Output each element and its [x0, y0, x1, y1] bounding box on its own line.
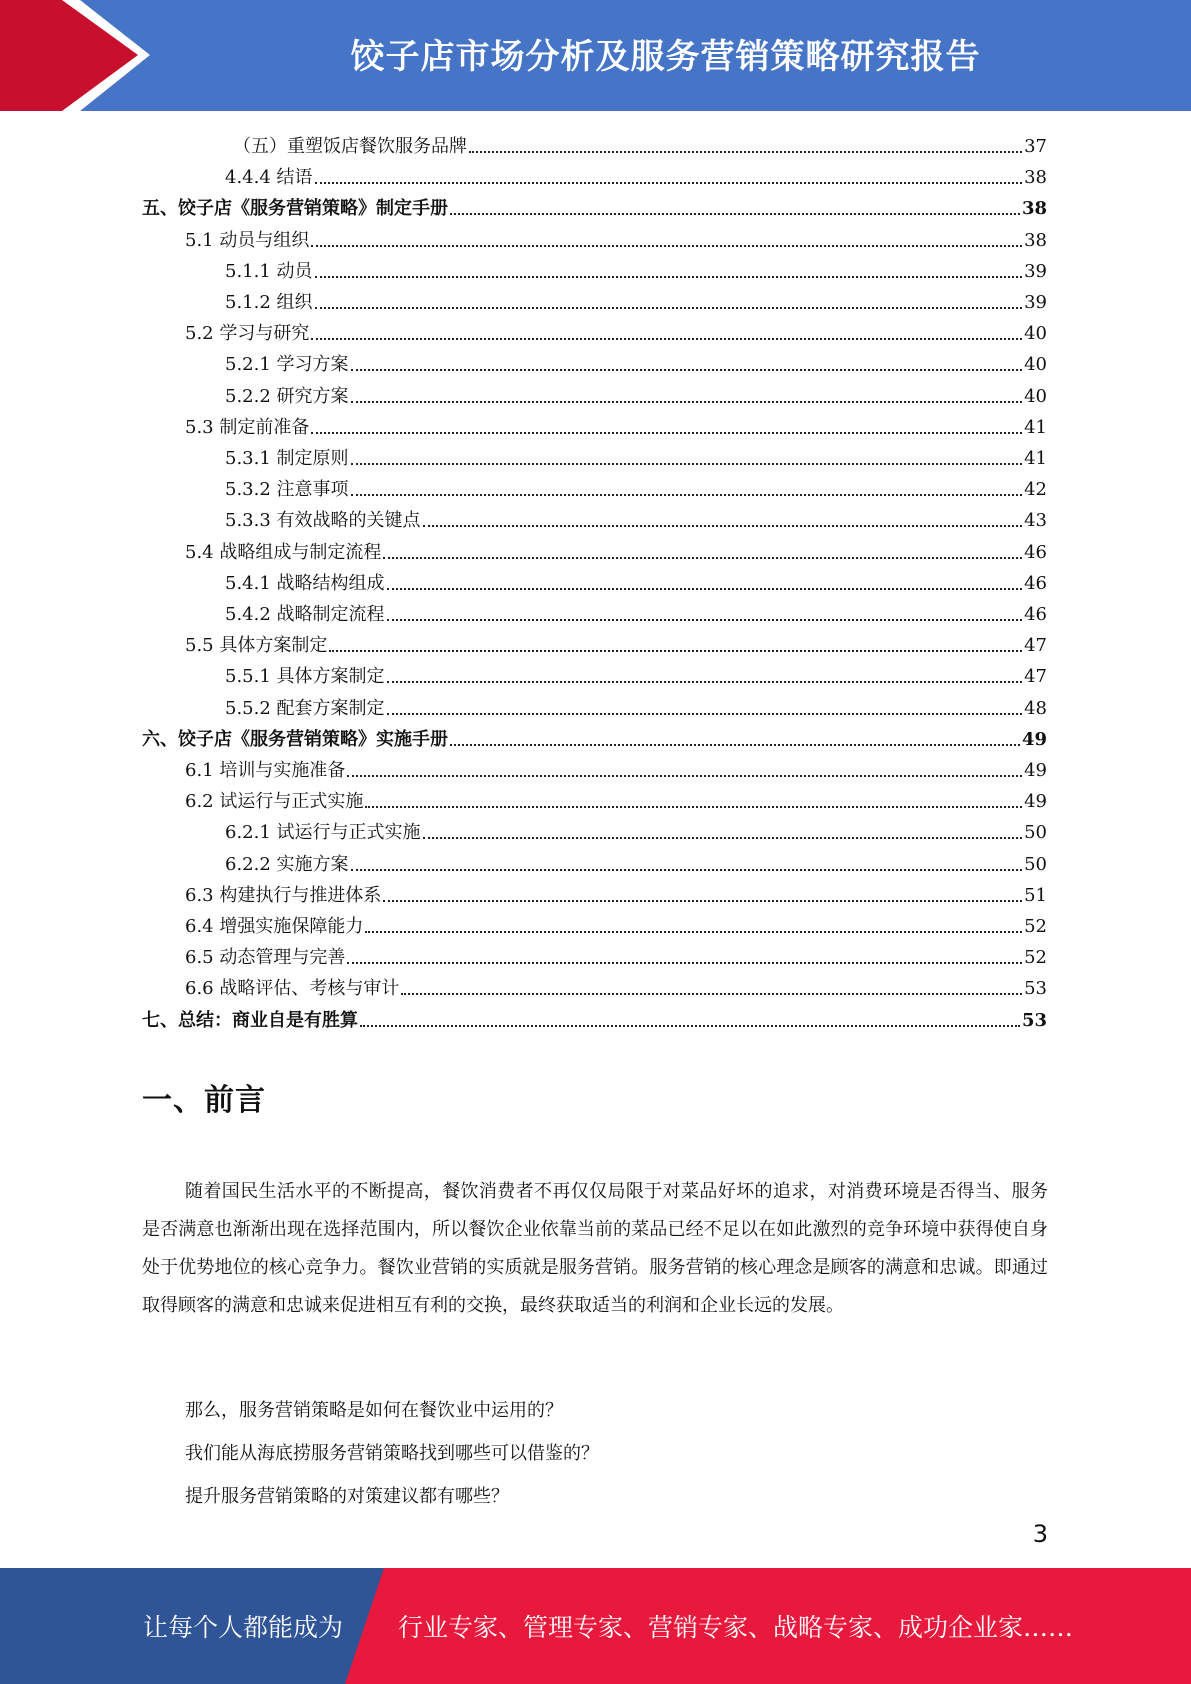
toc-entry-label: 6.4 增强实施保障能力 — [185, 916, 364, 937]
toc-entry-label: 5.2.2 研究方案 — [225, 385, 349, 407]
toc-entry-label: 5.2 学习与研究 — [185, 323, 310, 345]
toc-leader-dots — [351, 401, 1023, 403]
toc-entry-label: 6.2 试运行与正式实施 — [185, 791, 364, 813]
toc-entry[interactable] — [225, 813, 1047, 844]
toc-leader-dots — [351, 369, 1023, 371]
intro-paragraph: 随着国民生活水平的不断提高，餐饮消费者不再仅仅局限于对菜品好坏的追求，对消费环境是否得当、服务是否满意也渐渐出现在选择范围内，所以餐饮企业依靠当前的菜品已经不足以在如此激烈的竞争环境中获得使自身处于优势地位的核心竞争力。餐饮业营销的实质就是服务营销。服务营销的核心理念是顾客的满意和忠诚。即通过取得顾客的满意和忠诚来促进相互有利的交换，最终获取适当的利润和企业长远的发展。 — [142, 1181, 1048, 1316]
document-title: 饺子店市场分析及服务营销策略研究报告 — [350, 36, 981, 77]
toc-entry-page: 37 — [1024, 136, 1047, 157]
toc-entry-label: 5.3 制定前准备 — [185, 416, 310, 438]
toc-entry[interactable] — [225, 158, 1047, 189]
toc-leader-dots — [387, 588, 1023, 590]
toc-entry-label: 6.1 培训与实施准备 — [185, 760, 346, 781]
toc-entry[interactable] — [185, 533, 1047, 564]
toc-entry[interactable] — [185, 408, 1047, 439]
toc-entry-label: 5.5.2 配套方案制定 — [225, 697, 385, 719]
toc-entry-page: 49 — [1021, 728, 1047, 750]
toc-leader-dots — [315, 276, 1023, 278]
toc-entry-page: 50 — [1024, 853, 1047, 875]
toc-entry-page: 39 — [1024, 292, 1047, 313]
toc-entry-label: 6.6 战略评估、考核与审计 — [185, 978, 400, 1000]
toc-entry-page: 40 — [1024, 354, 1047, 376]
toc-entry[interactable] — [185, 782, 1047, 813]
toc-entry[interactable] — [225, 439, 1047, 470]
toc-entry[interactable] — [185, 938, 1047, 969]
toc-entry[interactable] — [225, 345, 1047, 376]
toc-entry-label: 6.2.1 试运行与正式实施 — [225, 822, 421, 844]
toc-entry-page: 52 — [1024, 916, 1047, 937]
toc-entry[interactable] — [142, 720, 1047, 751]
toc-entry[interactable] — [225, 657, 1047, 688]
toc-leader-dots — [311, 338, 1022, 340]
toc-entry[interactable] — [185, 907, 1047, 938]
header-banner — [0, 0, 1191, 111]
section-heading: 一、前言 — [142, 1083, 266, 1118]
toc-entry[interactable] — [185, 969, 1047, 1000]
toc-leader-dots — [347, 962, 1022, 964]
toc-entry[interactable] — [225, 689, 1047, 720]
toc-entry-page: 53 — [1024, 978, 1047, 1000]
toc-leader-dots — [315, 182, 1023, 184]
toc-leader-dots — [450, 213, 1020, 215]
toc-entry-page: 38 — [1024, 167, 1047, 189]
toc-entry[interactable] — [225, 564, 1047, 595]
question-line: 提升服务营销策略的对策建议都有哪些？ — [185, 1486, 509, 1507]
toc-entry-label: 5.4 战略组成与制定流程 — [185, 541, 382, 563]
toc-entry-page: 40 — [1024, 385, 1047, 407]
toc-entry-label: 5.5 具体方案制定 — [185, 635, 328, 657]
toc-entry-label: 5.2.1 学习方案 — [225, 354, 349, 376]
toc-leader-dots — [360, 1025, 1020, 1027]
toc-leader-dots — [351, 463, 1023, 465]
toc-entry-page: 47 — [1024, 635, 1047, 657]
toc-leader-dots — [311, 432, 1022, 434]
toc-leader-dots — [387, 713, 1023, 715]
toc-entry[interactable] — [225, 470, 1047, 501]
question-line: 那么，服务营销策略是如何在餐饮业中运用的？ — [185, 1400, 563, 1421]
toc-leader-dots — [423, 525, 1023, 527]
toc-entry-label: 6.5 动态管理与完善 — [185, 947, 346, 969]
toc-entry-label: 6.3 构建执行与推进体系 — [185, 884, 382, 906]
toc-leader-dots — [387, 681, 1023, 683]
toc-entry-page: 38 — [1021, 198, 1047, 220]
toc-entry-label: 5.3.2 注意事项 — [225, 479, 349, 501]
toc-entry[interactable] — [142, 189, 1047, 220]
toc-entry-page: 50 — [1024, 822, 1047, 844]
toc-leader-dots — [469, 151, 1022, 153]
toc-entry-page: 39 — [1024, 260, 1047, 282]
toc-leader-dots — [401, 993, 1022, 995]
toc-entry-page: 52 — [1024, 947, 1047, 969]
footer-slogan-right: 行业专家、管理专家、营销专家、战略专家、成功企业家…… — [398, 1613, 1074, 1642]
toc-entry-page: 46 — [1024, 604, 1047, 625]
toc-entry-label: 5.1.1 动员 — [225, 260, 313, 282]
toc-leader-dots — [450, 744, 1020, 746]
toc-entry[interactable] — [225, 501, 1047, 532]
toc-leader-dots — [347, 775, 1022, 777]
toc-entry-page: 43 — [1024, 510, 1047, 532]
toc-entry-label: 七、总结：商业自是有胜算 — [142, 1009, 358, 1031]
toc-entry-page: 40 — [1024, 323, 1047, 345]
toc-entry-label: （五）重塑饭店餐饮服务品牌 — [233, 136, 467, 157]
toc-entry-page: 49 — [1024, 760, 1047, 781]
footer-banner — [0, 1568, 1191, 1684]
footer-slogan-left: 让每个人都能成为 — [143, 1613, 344, 1642]
toc-leader-dots — [423, 837, 1023, 839]
toc-entry-page: 46 — [1024, 572, 1047, 594]
toc-entry[interactable] — [185, 314, 1047, 345]
toc-entry-label: 5.3.3 有效战略的关键点 — [225, 510, 421, 532]
toc-entry-page: 41 — [1024, 448, 1047, 469]
toc-entry-page: 47 — [1024, 666, 1047, 688]
toc-leader-dots — [383, 557, 1022, 559]
toc-entry-label: 5.3.1 制定原则 — [225, 448, 349, 469]
toc-entry-page: 48 — [1024, 697, 1047, 719]
toc-entry[interactable] — [225, 252, 1047, 283]
toc-entry[interactable] — [225, 595, 1047, 626]
toc-entry-page: 51 — [1024, 884, 1047, 906]
toc-entry[interactable] — [185, 626, 1047, 657]
toc-leader-dots — [365, 931, 1022, 933]
toc-entry-page: 46 — [1024, 541, 1047, 563]
toc-entry-label: 4.4.4 结语 — [225, 167, 313, 189]
toc-entry-label: 5.4.1 战略结构组成 — [225, 572, 385, 594]
toc-leader-dots — [351, 494, 1023, 496]
toc-entry-label: 5.1 动员与组织 — [185, 229, 310, 251]
toc-entry[interactable] — [185, 876, 1047, 907]
toc-entry-page: 38 — [1024, 229, 1047, 251]
toc-entry[interactable] — [233, 127, 1047, 158]
toc-leader-dots — [351, 869, 1023, 871]
toc-entry-label: 五、饺子店《服务营销策略》制定手册 — [142, 198, 448, 220]
toc-entry-page: 49 — [1024, 791, 1047, 813]
toc-entry-page: 42 — [1024, 479, 1047, 501]
toc-entry-page: 53 — [1021, 1009, 1047, 1031]
toc-leader-dots — [329, 650, 1022, 652]
toc-entry[interactable] — [142, 1001, 1047, 1032]
toc-entry-label: 5.4.2 战略制定流程 — [225, 604, 385, 625]
toc-entry-label: 5.1.2 组织 — [225, 292, 313, 313]
toc-leader-dots — [365, 806, 1022, 808]
question-line: 我们能从海底捞服务营销策略找到哪些可以借鉴的？ — [185, 1443, 599, 1464]
toc-entry-label: 5.5.1 具体方案制定 — [225, 666, 385, 688]
toc-leader-dots — [387, 619, 1023, 621]
toc-leader-dots — [311, 245, 1022, 247]
toc-entry-page: 41 — [1024, 416, 1047, 438]
toc-leader-dots — [383, 900, 1022, 902]
toc-leader-dots — [315, 307, 1023, 309]
toc-entry[interactable] — [225, 283, 1047, 314]
red-arrow-icon — [0, 0, 160, 111]
toc-entry[interactable] — [185, 751, 1047, 782]
toc-entry-label: 六、饺子店《服务营销策略》实施手册 — [142, 728, 448, 750]
toc-entry[interactable] — [225, 845, 1047, 876]
page-number: 3 — [1032, 1520, 1048, 1548]
toc-entry-label: 6.2.2 实施方案 — [225, 853, 349, 875]
toc-entry[interactable] — [225, 377, 1047, 408]
toc-entry[interactable] — [185, 221, 1047, 252]
